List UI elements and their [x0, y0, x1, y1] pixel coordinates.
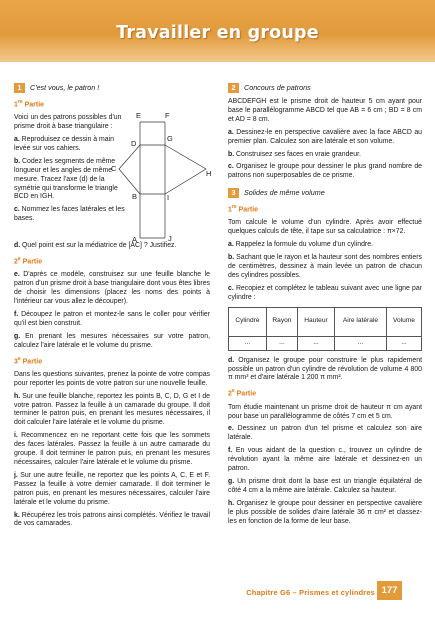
- point-label-H: H: [206, 169, 212, 179]
- question-1e: e. D'après ce modèle, construisez sur une feuille blanche le patron d'un prisme droit à base triangulaire dont vous êtes libres de choisir les dimensions (placez les noms des points à l'intérieur car vous allez le découper).: [14, 271, 210, 306]
- question-1k: k. Récupérez les trois patrons ainsi complétés. Vérifiez le travail de vos camarades.: [14, 511, 210, 528]
- question-1a: a. Reproduisez ce dessin à main levée sur vos cahiers.: [14, 136, 114, 152]
- cylinder-table: [228, 307, 422, 351]
- question-3b: b. Sachant que le rayon et la hauteur sont des nombres entiers de centimètres, dessinez à main levée un patron de chacun des cylindres possibles.: [228, 254, 422, 280]
- point-label-E: E: [136, 111, 142, 121]
- right-column: [228, 83, 422, 530]
- figure-block: [14, 111, 212, 244]
- table-cell: ...: [334, 336, 386, 350]
- table-cell: ...: [229, 336, 267, 350]
- net-triangle-IGH: [165, 145, 206, 194]
- question-2a: a. Dessinez-le en perspective cavalière avec la face ABCD au premier plan. Calculez son aire latérale et son volume.: [228, 128, 422, 145]
- table-header-cell: Rayon: [266, 307, 297, 336]
- section-3-partie-2: 2e Partie: [228, 388, 257, 398]
- prism-net-figure: [108, 107, 212, 243]
- point-label-D: D: [131, 139, 137, 149]
- table-header-cell: Aire latérale: [334, 307, 386, 336]
- page-title: Travailler en groupe: [116, 23, 319, 43]
- question-2c: c. Organisez le groupe pour dessiner le plus grand nombre de patrons non superposables de ce prisme.: [228, 163, 422, 180]
- section-2-intro: ABCDEFGH est le prisme droit de hauteur 5 cm ayant pour base le parallélogramme ABCD tel que AB = 6 cm ; BD = 8 cm et AD = 8 cm.: [228, 98, 422, 123]
- page-number: 177: [377, 581, 402, 600]
- section-2-number: 2: [228, 83, 239, 93]
- question-1b: b. Codez les segments de même longueur et les angles de même mesure. Tracez l'axe (d) de la symétrie qui transforme le triangle BCD en IGH.: [14, 157, 118, 201]
- table-cell: ...: [298, 336, 335, 350]
- point-label-C: C: [111, 164, 117, 174]
- table-header-cell: Volume: [386, 307, 421, 336]
- point-label-I: I: [167, 193, 170, 203]
- section-1-intro-3: Dans les questions suivantes, prenez la pointe de votre compas pour reporter les points de votre patron sur une nouvelle feuille.: [14, 370, 210, 387]
- net-triangle-BCD: [119, 145, 140, 194]
- section-3-intro: Tom calcule le volume d'un cylindre. Après avoir effectué quelques calculs de tête, il tape sur sa calculatrice : π×72.: [228, 219, 422, 236]
- question-1j: j. Sur une autre feuille, ne reportez que les points A, C, E et F. Passez la feuille à votre dernier camarade. Il doit terminer le patron puis, en prenant les mesures nécessaires, calculer l'aire latérale et le volume du prisme.: [14, 471, 210, 506]
- section-1-intro: Voici un des patrons possibles d'un prisme droit à base triangulaire :: [14, 114, 122, 131]
- question-1g: g. En prenant les mesures nécessaires sur votre patron, calculez l'aire latérale et le volume du prisme.: [14, 332, 210, 349]
- point-label-G: G: [167, 134, 173, 144]
- section-1-partie-3: 3e Partie: [14, 355, 43, 365]
- section-2-header: [228, 83, 422, 93]
- question-1c: c. Nommez les faces latérales et les bases.: [14, 206, 125, 223]
- point-label-F: F: [165, 111, 170, 121]
- point-label-J: J: [168, 234, 172, 244]
- table-header-cell: Cylindre: [229, 307, 267, 336]
- section-2-title: Concours de patrons: [244, 82, 311, 92]
- section-1-number: 1: [14, 83, 25, 93]
- question-3a: a. Rappelez la formule du volume d'un cylindre.: [228, 241, 373, 249]
- question-3h: h. Organisez le groupe pour dessiner en perspective cavalière le plus possible de solides d'aire latérale 36 π cm² et classez-les en fonction de la forme de leur base.: [228, 499, 422, 525]
- question-3c: c. Recopiez et complétez le tableau suivant avec une ligne par cylindre :: [228, 284, 422, 301]
- section-1-header: [14, 83, 210, 93]
- section-3-title: Solides de même volume: [244, 187, 325, 197]
- section-1-partie-2: 2e Partie: [14, 256, 43, 266]
- table-cell: ...: [386, 336, 421, 350]
- table-header-cell: Hauteur: [298, 307, 335, 336]
- chapter-footer: Chapitre G6 – Prismes et cylindres: [246, 588, 375, 597]
- question-1h: h. Sur une feuille blanche, reportez les points B, C, D, G et I de votre patron. Passez la feuille à un camarade du groupe. Il doit terminer le patron puis, en prenant les mesures nécessaires, il doit calculer l'aire latérale et le volume du prisme.: [14, 392, 210, 427]
- question-3d: d. Organisez le groupe pour construire le plus rapidement possible un patron d'un cylindre de révolution de volume 4 800 π mm³ et d'aire latérale 1 200 π mm².: [228, 356, 422, 382]
- left-column: [14, 83, 210, 533]
- question-1i: i. Recommencez en ne reportant cette fois que les sommets des faces latérales. Passez la feuille à un autre camarade du groupe. Il doit terminer le patron puis, en prenant les mesures nécessaires, calculer l'aire latérale et le volume du prisme.: [14, 432, 210, 467]
- question-2b: b. Construisez ses faces en vraie grandeur.: [228, 150, 361, 158]
- section-3-number: 3: [228, 188, 239, 198]
- table-row: [229, 336, 422, 350]
- question-3f: f. En vous aidant de la question c., trouvez un cylindre de révolution ayant la même aire latérale et dessinez-en un patron.: [228, 447, 422, 473]
- point-label-A: A: [132, 235, 138, 244]
- question-1f: f. Découpez le patron et montez-le sans le coller pour vérifier qu'il est bien construit.: [14, 311, 210, 327]
- section-3-partie-1: 1re Partie: [228, 204, 259, 214]
- section-3-intro-2: Tom étudie maintenant un prisme droit de hauteur π cm ayant pour base un parallélogramme de côtés 7 cm et 5 cm.: [228, 403, 422, 420]
- section-1-title: C'est vous, le patron !: [30, 82, 100, 92]
- table-header-row: [229, 307, 422, 336]
- table-cell: ...: [266, 336, 297, 350]
- question-1d: d. Quel point est sur la médiatrice de [AC] ? Justifiez.: [14, 242, 177, 250]
- section-3-header: [228, 188, 422, 198]
- question-3e: e. Dessinez un patron d'un tel prisme et calculez son aire latérale.: [228, 425, 422, 442]
- section-1-partie-1: 1re Partie: [14, 99, 45, 109]
- point-label-B: B: [132, 192, 138, 202]
- question-3g: g. Un prisme droit dont la base est un triangle équilatéral de côté 4 cm a la même aire latérale. Calculez sa hauteur.: [228, 477, 422, 494]
